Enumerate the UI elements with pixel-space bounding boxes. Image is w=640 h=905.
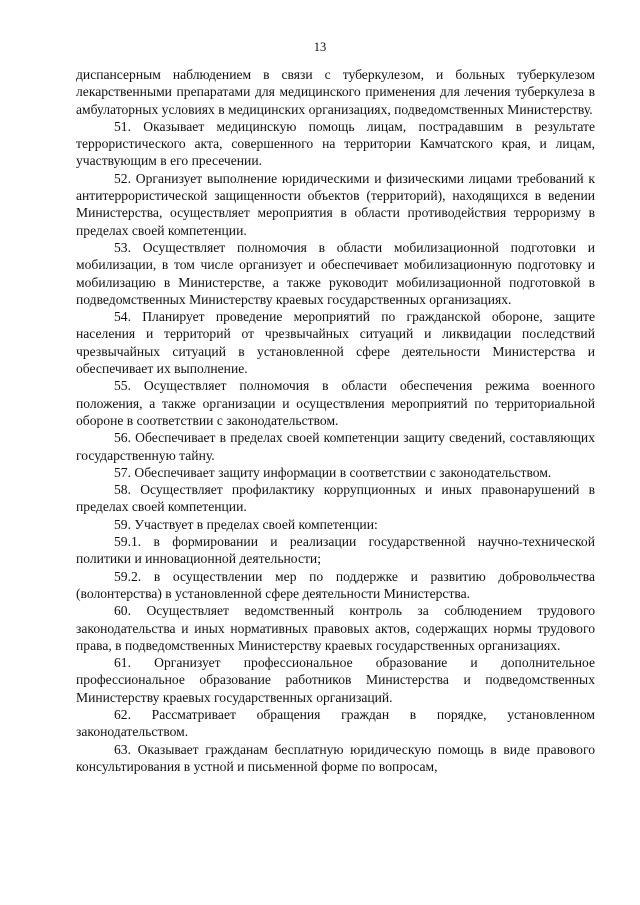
paragraph-item-55: 55. Осуществляет полномочия в области обеспечения режима военного положения, а также организации и осуществления мероприятий по территориальной обороне в соответствии с законодательством. <box>76 378 595 428</box>
paragraph-item-59: 59. Участвует в пределах своей компетенции: <box>114 516 378 532</box>
paragraph-item-61: 61. Организует профессиональное образование и дополнительное профессиональное образование работников Министерства и подведомственных Министерству краевых государственных организаций. <box>76 655 595 705</box>
paragraph-item-59-1: 59.1. в формировании и реализации государственной научно-технической политики и инновационной деятельности; <box>76 534 595 567</box>
paragraph-continuation: диспансерным наблюдением в связи с туберкулезом, и больных туберкулезом лекарственными препаратами для медицинского применения для лечения туберкулеза в амбулаторных условиях в медицинских организациях, подведомственных Министерству. <box>76 67 595 117</box>
paragraph-item-52: 52. Организует выполнение юридическими и физическими лицами требований к антитеррористической защищенности объектов (территорий), находящихся в ведении Министерства, осуществляет мероприятия в области противодействия терроризму в пределах своей компетенции. <box>76 170 595 238</box>
paragraph-item-63: 63. Оказывает гражданам бесплатную юридическую помощь в виде правового консультирования в устной и письменной форме по вопросам, <box>76 741 595 774</box>
document-body <box>76 66 595 775</box>
paragraph-item-53: 53. Осуществляет полномочия в области мобилизационной подготовки и мобилизации, в том числе организует и обеспечивает мобилизационную подготовку и мобилизацию в Министерстве, а также руководит мобилизационной подготовкой в подведомственных Министерству краевых государственных организациях. <box>76 239 595 307</box>
paragraph-item-57: 57. Обеспечивает защиту информации в соответствии с законодательством. <box>114 464 552 480</box>
paragraph-item-60: 60. Осуществляет ведомственный контроль за соблюдением трудового законодательства и иных нормативных правовых актов, содержащих нормы трудового права, в подведомственных Министерству краевых государственных организациях. <box>76 603 595 653</box>
paragraph-item-58: 58. Осуществляет профилактику коррупционных и иных правонарушений в пределах своей компетенции. <box>76 482 595 515</box>
page-number: 13 <box>313 40 327 54</box>
paragraph-item-56: 56. Обеспечивает в пределах своей компетенции защиту сведений, составляющих государственную тайну. <box>76 430 595 463</box>
paragraph-item-54: 54. Планирует проведение мероприятий по гражданской обороне, защите населения и территорий от чрезвычайных ситуаций и ликвидации последствий чрезвычайных ситуаций в установленной сфере деятельности Министерства и обеспечивает их выполнение. <box>76 309 595 377</box>
paragraph-item-51: 51. Оказывает медицинскую помощь лицам, пострадавшим в результате террористического акта, совершенного на территории Камчатского края, и лицам, участвующим в его пресечении. <box>76 118 595 169</box>
paragraph-item-59-2: 59.2. в осуществлении мер по поддержке и развитию добровольчества (волонтерства) в установленной сфере деятельности Министерства. <box>76 568 595 601</box>
paragraph-item-62: 62. Рассматривает обращения граждан в порядке, установленном законодательством. <box>76 706 595 740</box>
